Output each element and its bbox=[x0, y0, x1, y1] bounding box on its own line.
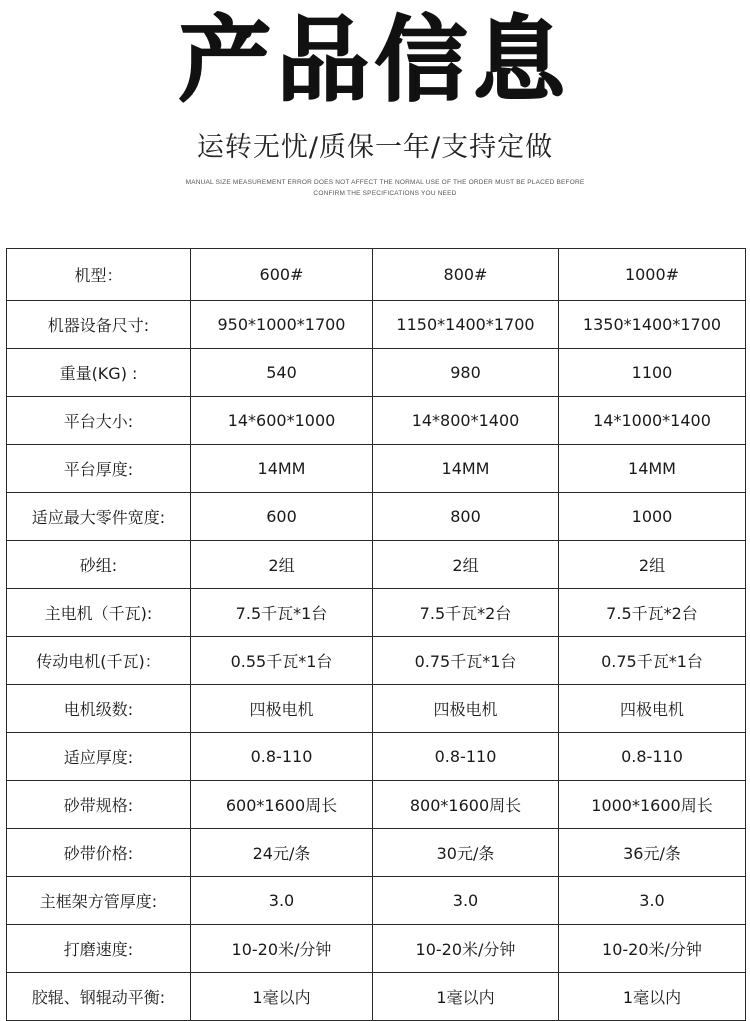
spec-table-container bbox=[6, 248, 745, 1007]
spec-value-model-600: 2组 bbox=[191, 541, 373, 589]
spec-value-model-1000: 14MM bbox=[559, 445, 746, 493]
spec-value-model-600: 600 bbox=[191, 493, 373, 541]
spec-value-model-1000: 36元/条 bbox=[559, 829, 746, 877]
spec-label: 主框架方管厚度: bbox=[7, 877, 191, 925]
spec-value-model-800: 1150*1400*1700 bbox=[373, 301, 559, 349]
spec-label: 适应最大零件宽度: bbox=[7, 493, 191, 541]
spec-value-model-600: 7.5千瓦*1台 bbox=[191, 589, 373, 637]
spec-value-model-800: 1毫以内 bbox=[373, 973, 559, 1021]
spec-value-model-600: 1毫以内 bbox=[191, 973, 373, 1021]
page-title: 产品信息 bbox=[178, 7, 571, 114]
spec-value-model-800: 7.5千瓦*2台 bbox=[373, 589, 559, 637]
spec-value-model-1000: 1000*1600周长 bbox=[559, 781, 746, 829]
table-row bbox=[7, 877, 746, 925]
spec-value-model-800: 0.8-110 bbox=[373, 733, 559, 781]
spec-label: 主电机（千瓦): bbox=[7, 589, 191, 637]
spec-value-model-1000: 7.5千瓦*2台 bbox=[559, 589, 746, 637]
spec-value-model-800: 2组 bbox=[373, 541, 559, 589]
spec-value-model-600: 四极电机 bbox=[191, 685, 373, 733]
spec-label: 传动电机(千瓦)： bbox=[7, 637, 191, 685]
spec-value-model-600: 14MM bbox=[191, 445, 373, 493]
table-row bbox=[7, 349, 746, 397]
spec-label: 电机级数: bbox=[7, 685, 191, 733]
table-row bbox=[7, 733, 746, 781]
spec-value-model-1000: 1毫以内 bbox=[559, 973, 746, 1021]
spec-value-model-800: 14MM bbox=[373, 445, 559, 493]
table-row bbox=[7, 781, 746, 829]
table-row bbox=[7, 301, 746, 349]
spec-value-model-800: 800*1600周长 bbox=[373, 781, 559, 829]
spec-label: 平台厚度: bbox=[7, 445, 191, 493]
spec-value-model-600: 10-20米/分钟 bbox=[191, 925, 373, 973]
spec-label: 胶辊、钢辊动平衡: bbox=[7, 973, 191, 1021]
spec-value-model-600: 14*600*1000 bbox=[191, 397, 373, 445]
spec-label: 砂带价格: bbox=[7, 829, 191, 877]
spec-value-model-600: 950*1000*1700 bbox=[191, 301, 373, 349]
spec-label: 打磨速度: bbox=[7, 925, 191, 973]
fine-print bbox=[150, 177, 620, 199]
spec-value-model-1000: 0.8-110 bbox=[559, 733, 746, 781]
spec-value-model-1000: 3.0 bbox=[559, 877, 746, 925]
table-row bbox=[7, 397, 746, 445]
table-row bbox=[7, 829, 746, 877]
table-row bbox=[7, 973, 746, 1021]
table-row bbox=[7, 637, 746, 685]
spec-value-model-1000: 1100 bbox=[559, 349, 746, 397]
table-row bbox=[7, 249, 746, 301]
spec-value-model-600: 540 bbox=[191, 349, 373, 397]
table-row bbox=[7, 685, 746, 733]
table-row bbox=[7, 541, 746, 589]
spec-value-model-800: 0.75千瓦*1台 bbox=[373, 637, 559, 685]
spec-table-body bbox=[7, 249, 746, 1021]
spec-value-model-1000: 1000# bbox=[559, 249, 746, 301]
spec-label: 砂带规格: bbox=[7, 781, 191, 829]
table-row bbox=[7, 589, 746, 637]
fine-print-line-2: CONFIRM THE SPECIFICATIONS YOU NEED bbox=[313, 190, 457, 197]
spec-table bbox=[6, 248, 746, 1021]
spec-value-model-800: 14*800*1400 bbox=[373, 397, 559, 445]
spec-value-model-800: 10-20米/分钟 bbox=[373, 925, 559, 973]
spec-value-model-600: 600*1600周长 bbox=[191, 781, 373, 829]
spec-value-model-1000: 四极电机 bbox=[559, 685, 746, 733]
spec-value-model-800: 980 bbox=[373, 349, 559, 397]
spec-label: 重量(KG) : bbox=[7, 349, 191, 397]
spec-value-model-1000: 0.75千瓦*1台 bbox=[559, 637, 746, 685]
spec-value-model-600: 0.8-110 bbox=[191, 733, 373, 781]
spec-value-model-800: 800# bbox=[373, 249, 559, 301]
table-row bbox=[7, 445, 746, 493]
spec-label: 平台大小: bbox=[7, 397, 191, 445]
spec-label: 机型： bbox=[7, 249, 191, 301]
spec-value-model-600: 3.0 bbox=[191, 877, 373, 925]
spec-value-model-800: 30元/条 bbox=[373, 829, 559, 877]
spec-value-model-600: 24元/条 bbox=[191, 829, 373, 877]
spec-value-model-1000: 14*1000*1400 bbox=[559, 397, 746, 445]
spec-value-model-600: 0.55千瓦*1台 bbox=[191, 637, 373, 685]
spec-value-model-1000: 10-20米/分钟 bbox=[559, 925, 746, 973]
fine-print-line-1: MANUAL SIZE MEASUREMENT ERROR DOES NOT AFFECT THE NORMAL USE OF THE ORDER MUST BE PLACED BEFORE bbox=[185, 179, 585, 186]
spec-value-model-800: 3.0 bbox=[373, 877, 559, 925]
subtitle: 运转无忧/质保一年/支持定做 bbox=[196, 132, 554, 163]
table-row bbox=[7, 925, 746, 973]
spec-label: 机器设备尺寸: bbox=[7, 301, 191, 349]
spec-label: 适应厚度: bbox=[7, 733, 191, 781]
table-row bbox=[7, 493, 746, 541]
spec-value-model-800: 800 bbox=[373, 493, 559, 541]
spec-value-model-1000: 1000 bbox=[559, 493, 746, 541]
spec-value-model-1000: 2组 bbox=[559, 541, 746, 589]
spec-label: 砂组: bbox=[7, 541, 191, 589]
spec-value-model-1000: 1350*1400*1700 bbox=[559, 301, 746, 349]
spec-value-model-800: 四极电机 bbox=[373, 685, 559, 733]
spec-value-model-600: 600# bbox=[191, 249, 373, 301]
